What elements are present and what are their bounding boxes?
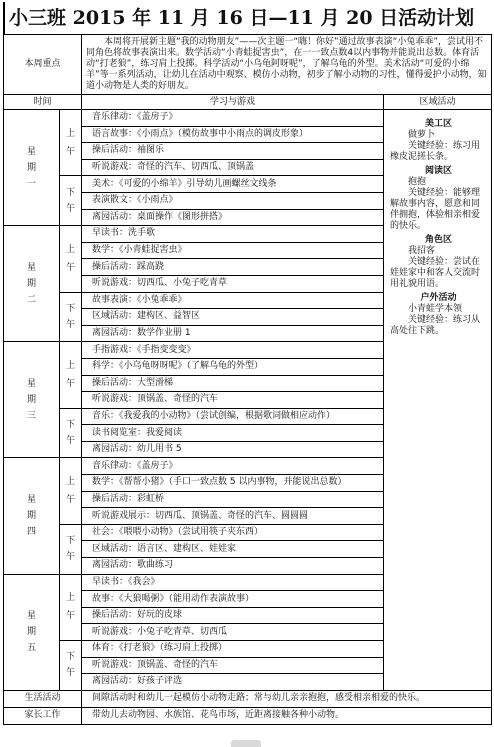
weekly-plan-table [3, 34, 492, 725]
activity-cell: 听说游戏：顶锅盖、奇怪的汽车 [82, 657, 384, 674]
focus-label: 本周重点 [4, 35, 82, 95]
area-exp-reading: 关键经验：能够理解故事内容，愿意和同伴拥抱，体验相亲相爱的快乐。 [390, 188, 481, 231]
activity-cell: 读书阅览室：我爱阅读 [82, 425, 384, 442]
parent-text: 带幼儿去动物园、水族馆、花鸟市场，近距离接触各种小动物。 [82, 707, 492, 724]
activity-cell: 离园活动：桌面操作《图形拼搭》 [82, 209, 384, 226]
area-exp-art: 关键经验：练习用橡皮泥搓长条。 [390, 141, 481, 162]
header-row [4, 95, 492, 110]
pm-label: 下午 [65, 420, 75, 447]
parent-label: 家长工作 [4, 707, 82, 724]
half-pm [60, 408, 82, 458]
activity-cell: 离园活动：幼儿用书 5 [82, 441, 384, 458]
pm-label: 下午 [65, 187, 75, 214]
activity-cell: 听说游戏展示：切西瓜、顶锅盖、奇怪的汽车、圆圆圆 [82, 508, 384, 525]
half-am [60, 226, 82, 292]
activity-cell: 故事：《大狼喝粥》（能用动作表演故事） [82, 591, 384, 608]
activity-cell: 社会：《喂喂小动物》（尝试用筷子夹东西） [82, 524, 384, 541]
area-title-art: 美工区 [425, 119, 453, 129]
life-row [4, 690, 492, 707]
area-item-reading: 抱抱 [408, 177, 427, 187]
activity-cell: 表演散文：《小雨点》 [82, 192, 384, 209]
page-title: 小三班 2015 年 11 月 16 日—11 月 20 日活动计划 [3, 2, 491, 34]
half-am [60, 574, 82, 640]
am-label: 上午 [65, 361, 75, 389]
half-pm [60, 641, 82, 691]
half-am [60, 110, 82, 176]
activity-cell: 区域活动：建构区、益智区 [82, 309, 384, 326]
activity-cell: 故事表演：《小兔乖乖》 [82, 292, 384, 309]
area-title-reading: 阅读区 [425, 166, 453, 176]
activity-cell: 离园活动：数学作业册 1 [82, 325, 384, 342]
header-time: 时间 [4, 95, 82, 110]
day-label [4, 342, 60, 458]
activity-cell: 听说游戏：切西瓜、小兔子吃青草 [82, 275, 384, 292]
area-activities [384, 110, 492, 691]
activity-row [4, 110, 492, 127]
am-label: 上午 [65, 128, 75, 157]
scroll-handle[interactable] [231, 740, 261, 747]
day-name: 星期三 [26, 378, 36, 421]
activity-cell: 操后活动：彩虹桥 [82, 491, 384, 508]
pm-label: 下午 [65, 652, 75, 679]
activity-cell: 听说游戏：顶锅盖、奇怪的汽车 [82, 392, 384, 409]
activity-cell: 操后活动：大型滑梯 [82, 375, 384, 392]
activity-cell: 音乐律动：《盖房子》 [82, 110, 384, 127]
activity-cell: 区域活动：语言区、建构区、娃娃家 [82, 541, 384, 558]
activity-cell: 体育：《打老狼》（练习肩上投掷） [82, 641, 384, 658]
pm-label: 下午 [65, 536, 75, 563]
area-item-art: 做萝卜 [408, 130, 436, 140]
activity-cell: 离园活动：歌曲练习 [82, 558, 384, 575]
area-title-outdoor: 户外活动 [420, 293, 457, 303]
parent-row [4, 707, 492, 724]
focus-row [4, 35, 492, 95]
day-label [4, 110, 60, 226]
half-pm [60, 292, 82, 342]
am-label: 上午 [65, 593, 75, 622]
header-learning: 学习与游戏 [82, 95, 384, 110]
activity-cell: 早读书：《我会》 [82, 574, 384, 591]
day-label [4, 226, 60, 342]
activity-cell: 音乐：《我爱我的小动物》（尝试创编，根据歌词做相应动作） [82, 408, 384, 425]
activity-cell: 听说游戏：奇怪的汽车、切西瓜、顶锅盖 [82, 159, 384, 176]
half-pm [60, 176, 82, 226]
activity-cell: 数学：《小青蛙捉害虫》 [82, 242, 384, 259]
day-label [4, 458, 60, 574]
life-text: 间隙活动时和幼儿一起模仿小动物走路；常与幼儿亲亲抱抱，感受相亲相爱的快乐。 [82, 690, 492, 707]
focus-text: 本周将开展新主题“我的动物朋友”——次主题一“嗨！你好”通过故事表演“小兔乖乖”，尝试用不同角色将故事表演出来。数学活动“小青蛙捉害虫”，在一一致点数4以内事物并能说出总数。体育活动“打老狼”，练习肩上投掷。科学活动“小乌龟阿呀呢”，了解乌龟的外型。美术活动“可爱的小绵羊”等一系列活动，让幼儿在活动中观察、模仿小动物，初步了解小动物的习性，懂得爱护小动物，知道小动物是人类的好朋友。 [82, 35, 492, 95]
day-name: 星期二 [26, 262, 36, 305]
area-exp-outdoor: 关键经验：练习从高处往下跳。 [390, 315, 481, 336]
activity-cell: 数学：《帮帮小猪》（手口一致点数 5 以内事物，并能说出总数） [82, 475, 384, 492]
area-exp-role: 关键经验：尝试在娃娃家中和客人交流时用礼貌用语。 [390, 257, 481, 289]
activity-cell: 操后活动：袖图乐 [82, 143, 384, 160]
half-am [60, 458, 82, 524]
half-am [60, 342, 82, 408]
day-name: 星期一 [26, 146, 36, 189]
activity-cell: 听说游戏：小兔子吃青草、切西瓜 [82, 624, 384, 641]
activity-cell: 早读书：洗手歌 [82, 226, 384, 243]
am-label: 上午 [65, 477, 75, 506]
activity-cell: 科学：《小乌龟呀呀呢》（了解乌龟的外型） [82, 358, 384, 375]
day-name: 星期五 [26, 611, 36, 654]
area-item-outdoor: 小青蛙学本领 [408, 304, 463, 314]
activity-cell: 离园活动：好孩子评选 [82, 674, 384, 691]
activity-cell: 手指游戏：《手指变变变》 [82, 342, 384, 359]
activity-cell: 操后活动：好玩的皮球 [82, 607, 384, 624]
day-name: 星期四 [26, 495, 36, 538]
area-item-role: 我招客 [408, 246, 436, 256]
area-title-role: 角色区 [425, 235, 453, 245]
life-label: 生活活动 [4, 690, 82, 707]
am-label: 上午 [65, 244, 75, 273]
day-label [4, 574, 60, 690]
activity-cell: 操后活动：踩高跷 [82, 259, 384, 276]
half-pm [60, 524, 82, 574]
activity-cell: 美术：《可爱的小绵羊》引导幼儿画螺丝文线条 [82, 176, 384, 193]
activity-cell: 语言故事：《小雨点》（模仿故事中小雨点的调皮形象） [82, 126, 384, 143]
pm-label: 下午 [65, 303, 75, 330]
header-area: 区域活动 [384, 95, 492, 110]
activity-cell: 音乐律动：《盖房子》 [82, 458, 384, 475]
